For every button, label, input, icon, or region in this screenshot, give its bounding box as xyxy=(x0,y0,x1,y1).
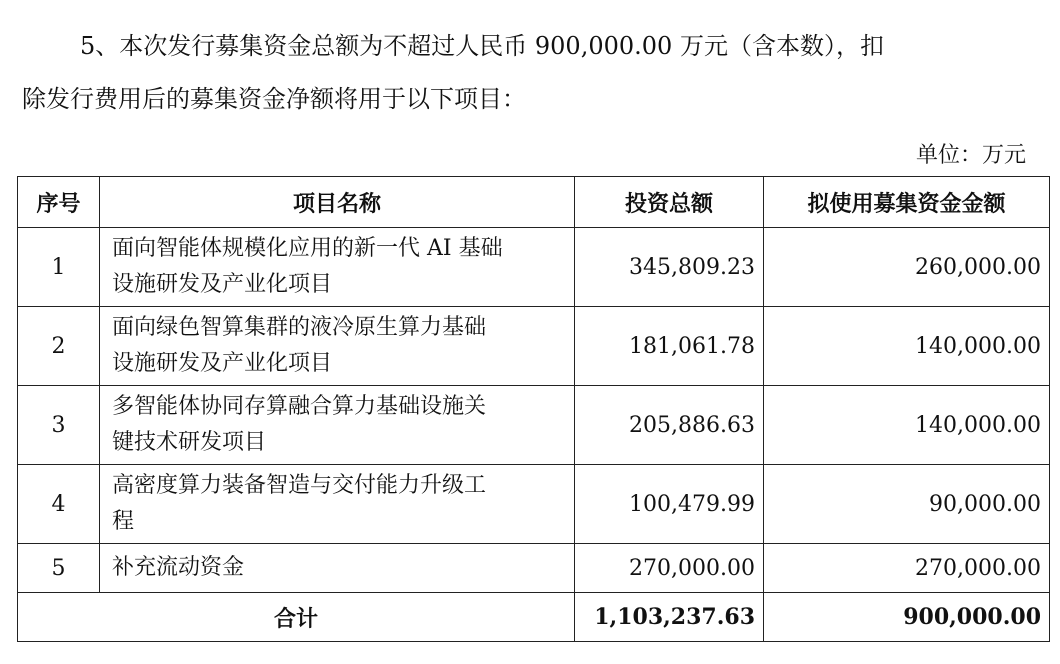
row-serial-no: 2 xyxy=(18,307,100,386)
header-project-name: 项目名称 xyxy=(100,177,575,228)
row-total-investment: 100,479.99 xyxy=(575,465,764,544)
header-planned-raised-funds: 拟使用募集资金金额 xyxy=(764,177,1050,228)
table-row xyxy=(18,465,1050,544)
intro-paragraph-line-2: 除发行费用后的募集资金净额将用于以下项目： xyxy=(22,85,526,113)
fundraising-projects-table xyxy=(17,176,1050,642)
row-total-investment: 345,809.23 xyxy=(575,228,764,307)
row-planned-raised-funds: 90,000.00 xyxy=(764,465,1050,544)
row-total-investment: 270,000.00 xyxy=(575,544,764,593)
project-name-line-1: 高密度算力装备智造与交付能力升级工 xyxy=(112,473,487,498)
project-name-line-2: 设施研发及产业化项目 xyxy=(112,272,333,297)
total-label: 合计 xyxy=(18,593,575,642)
row-project-name xyxy=(100,228,575,307)
total-raised-funds-sum: 900,000.00 xyxy=(764,593,1050,642)
row-planned-raised-funds: 270,000.00 xyxy=(764,544,1050,593)
row-planned-raised-funds: 260,000.00 xyxy=(764,228,1050,307)
project-name-line-2: 设施研发及产业化项目 xyxy=(112,351,333,376)
header-serial-no: 序号 xyxy=(18,177,100,228)
row-serial-no: 1 xyxy=(18,228,100,307)
row-serial-no: 3 xyxy=(18,386,100,465)
row-project-name xyxy=(100,307,575,386)
table-total-row xyxy=(18,593,1050,642)
row-total-investment: 181,061.78 xyxy=(575,307,764,386)
project-name-line-1: 多智能体协同存算融合算力基础设施关 xyxy=(112,394,487,419)
table-row xyxy=(18,228,1050,307)
unit-label: 单位：万元 xyxy=(915,143,1026,168)
intro-paragraph-line-1: 5、本次发行募集资金总额为不超过人民币 900,000.00 万元（含本数），扣 xyxy=(80,32,884,60)
header-total-investment: 投资总额 xyxy=(575,177,764,228)
table-row xyxy=(18,544,1050,593)
row-project-name xyxy=(100,465,575,544)
row-planned-raised-funds: 140,000.00 xyxy=(764,386,1050,465)
row-project-name xyxy=(100,544,575,593)
project-name-line-1: 面向绿色智算集群的液冷原生算力基础 xyxy=(112,315,487,340)
project-name-line-2: 程 xyxy=(112,509,135,534)
table-header-row xyxy=(18,177,1050,228)
row-total-investment: 205,886.63 xyxy=(575,386,764,465)
row-serial-no: 5 xyxy=(18,544,100,593)
table-row xyxy=(18,386,1050,465)
project-name-line-1: 补充流动资金 xyxy=(112,555,245,580)
row-project-name xyxy=(100,386,575,465)
table-row xyxy=(18,307,1050,386)
row-serial-no: 4 xyxy=(18,465,100,544)
row-planned-raised-funds: 140,000.00 xyxy=(764,307,1050,386)
project-name-line-1: 面向智能体规模化应用的新一代 AI 基础 xyxy=(112,236,503,261)
total-investment-sum: 1,103,237.63 xyxy=(575,593,764,642)
project-name-line-2: 键技术研发项目 xyxy=(112,430,267,455)
